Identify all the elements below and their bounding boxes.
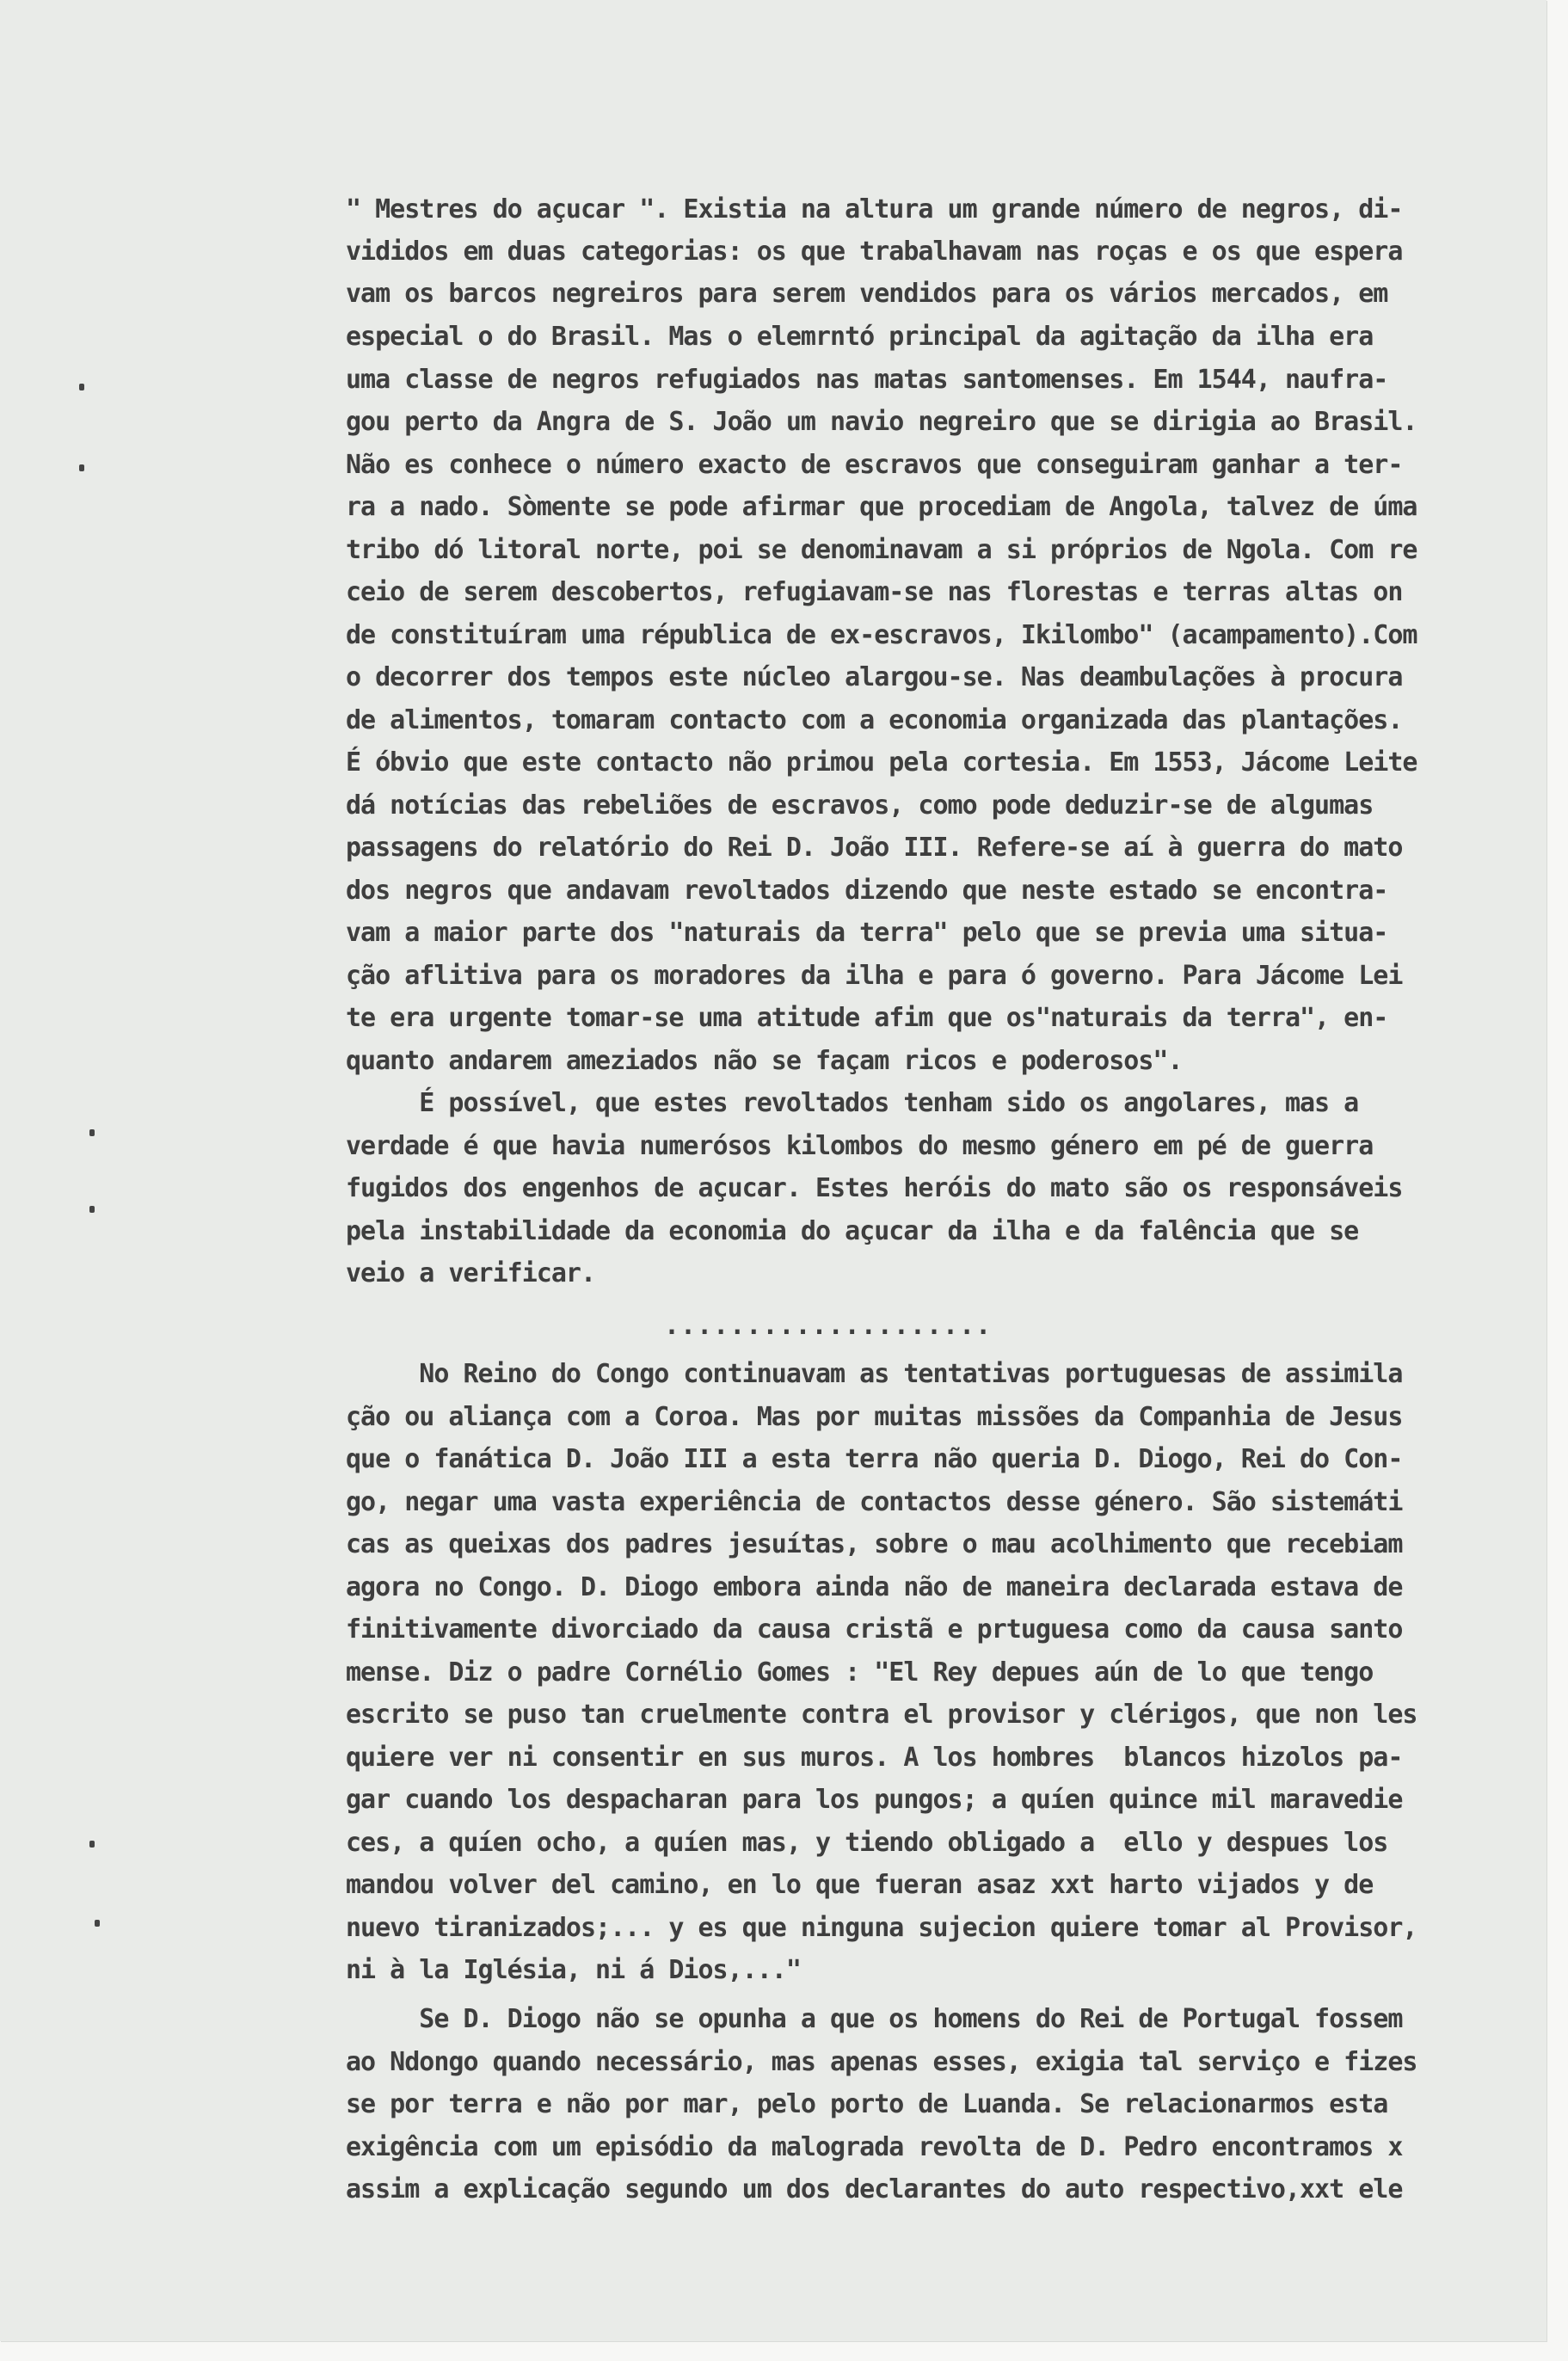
text-line: ceio de serem descobertos, refugiavam-se nas florestas e terras altas on xyxy=(346,577,1403,607)
text-line: mandou volver del camino, en lo que fueran asaz xxt harto vijados y de xyxy=(346,1870,1374,1900)
text-line: passagens do relatório do Rei D. João III. Refere-se aí à guerra do mato xyxy=(346,833,1403,863)
text-line: go, negar uma vasta experiência de contactos desse género. São sistemáti xyxy=(346,1487,1403,1517)
margin-mark xyxy=(79,464,84,471)
text-line: te era urgente tomar-se uma atitude afim que os"naturais da terra", en- xyxy=(346,1003,1388,1033)
text-line: mense. Diz o padre Cornélio Gomes : "El Rey depues aún de lo que tengo xyxy=(346,1657,1374,1688)
text-line: nuevo tiranizados;... y es que ninguna sujecion quiere tomar al Provisor, xyxy=(346,1913,1417,1943)
text-line: de constituíram uma républica de ex-escravos, Ikilombo" (acampamento).Com xyxy=(346,620,1417,650)
margin-mark xyxy=(95,1920,100,1927)
text-line: Se D. Diogo não se opunha a que os homens do Rei de Portugal fossem xyxy=(346,2004,1403,2034)
text-line: verdade é que havia numerósos kilombos do mesmo género em pé de guerra xyxy=(346,1131,1374,1161)
text-line: escrito se puso tan cruelmente contra el provisor y clérigos, que non les xyxy=(346,1700,1417,1730)
text-line: É possível, que estes revoltados tenham sido os angolares, mas a xyxy=(346,1088,1359,1118)
margin-mark xyxy=(89,1206,95,1213)
text-line: finitivamente divorciado da causa cristã e prtuguesa como da causa santo xyxy=(346,1614,1403,1645)
text-line: ção ou aliança com a Coroa. Mas por muitas missões da Companhia de Jesus xyxy=(346,1402,1403,1432)
text-line: No Reino do Congo continuavam as tentativas portuguesas de assimila xyxy=(346,1359,1403,1389)
text-line: especial o do Brasil. Mas o elemrntó principal da agitação da ilha era xyxy=(346,322,1374,352)
text-line: o decorrer dos tempos este núcleo alargou-se. Nas deambulações à procura xyxy=(346,662,1403,692)
text-line: quanto andarem ameziados não se façam ricos e poderosos". xyxy=(346,1046,1183,1076)
text-line: quiere ver ni consentir en sus muros. A los hombres blancos hizolos pa- xyxy=(346,1743,1403,1773)
text-line: vam os barcos negreiros para serem vendidos para os vários mercados, em xyxy=(346,279,1388,309)
text-line: pela instabilidade da economia do açucar da ilha e da falência que se xyxy=(346,1216,1359,1246)
section-separator: .................... xyxy=(664,1311,993,1341)
text-line: assim a explicação segundo um dos declarantes do auto respectivo,xxt ele xyxy=(346,2174,1403,2204)
text-line: gou perto da Angra de S. João um navio negreiro que se dirigia ao Brasil. xyxy=(346,407,1417,437)
text-line: " Mestres do açucar ". Existia na altura um grande número de negros, di- xyxy=(346,194,1403,224)
margin-mark xyxy=(89,1129,95,1136)
text-line: ao Ndongo quando necessário, mas apenas esses, exigia tal serviço e fizes xyxy=(346,2047,1417,2077)
text-line: ces, a quíen ocho, a quíen mas, y tiendo obligado a ello y despues los xyxy=(346,1828,1388,1858)
margin-mark xyxy=(89,1841,95,1848)
text-line: de alimentos, tomaram contacto com a economia organizada das plantações. xyxy=(346,705,1403,735)
text-line: se por terra e não por mar, pelo porto de Luanda. Se relacionarmos esta xyxy=(346,2089,1388,2119)
text-line: ção aflitiva para os moradores da ilha e para ó governo. Para Jácome Lei xyxy=(346,961,1403,991)
text-line: gar cuando los despacharan para los pungos; a quíen quince mil maravedie xyxy=(346,1785,1403,1815)
text-line: agora no Congo. D. Diogo embora ainda não de maneira declarada estava de xyxy=(346,1572,1403,1602)
text-line: ni à la Iglésia, ni á Dios,..." xyxy=(346,1955,801,1985)
text-line: veio a verificar. xyxy=(346,1258,596,1288)
text-line: tribo dó litoral norte, poi se denominavam a si próprios de Ngola. Com re xyxy=(346,535,1417,565)
text-line: dá notícias das rebeliões de escravos, como pode deduzir-se de algumas xyxy=(346,790,1374,821)
text-line: fugidos dos engenhos de açucar. Estes heróis do mato são os responsáveis xyxy=(346,1173,1403,1203)
text-line: dos negros que andavam revoltados dizendo que neste estado se encontra- xyxy=(346,876,1388,906)
text-line: É óbvio que este contacto não primou pela cortesia. Em 1553, Jácome Leite xyxy=(346,747,1417,778)
text-line: vididos em duas categorias: os que trabalhavam nas roças e os que espera xyxy=(346,237,1403,267)
margin-mark xyxy=(79,384,84,390)
text-line: vam a maior parte dos "naturais da terra" pelo que se previa uma situa- xyxy=(346,918,1388,948)
text-line: cas as queixas dos padres jesuítas, sobre o mau acolhimento que recebiam xyxy=(346,1529,1403,1559)
text-line: Não es conhece o número exacto de escravos que conseguiram ganhar a ter- xyxy=(346,450,1403,480)
text-line: ra a nado. Sòmente se pode afirmar que procediam de Angola, talvez de úma xyxy=(346,492,1417,522)
text-line: uma classe de negros refugiados nas matas santomenses. Em 1544, naufra- xyxy=(346,365,1388,395)
text-line: que o fanática D. João III a esta terra não queria D. Diogo, Rei do Con- xyxy=(346,1444,1403,1474)
text-line: exigência com um episódio da malograda revolta de D. Pedro encontramos x xyxy=(346,2132,1403,2162)
